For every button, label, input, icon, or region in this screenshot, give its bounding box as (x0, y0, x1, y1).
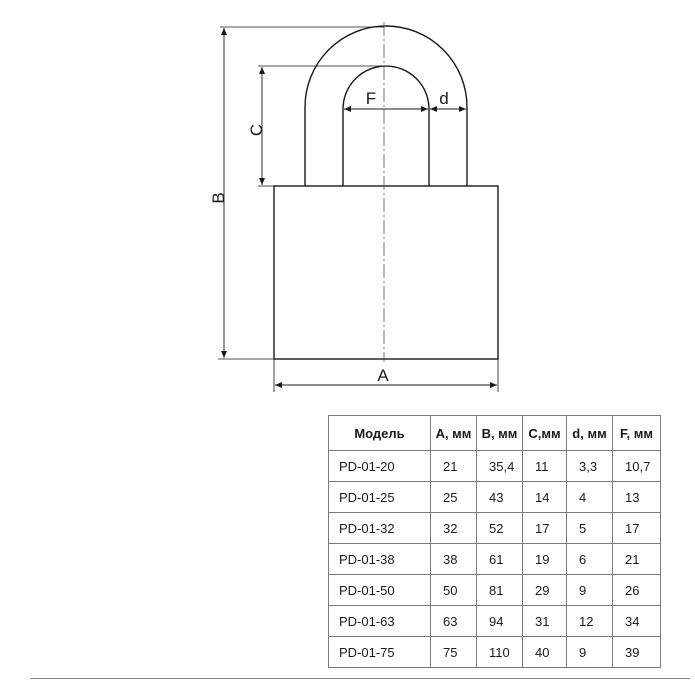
cell-b: 52 (477, 513, 523, 544)
cell-c: 14 (523, 482, 567, 513)
cell-d: 4 (567, 482, 613, 513)
cell-d: 12 (567, 606, 613, 637)
cell-a: 21 (431, 451, 477, 482)
padlock-body (274, 186, 498, 359)
cell-model: PD-01-25 (329, 482, 431, 513)
cell-f: 17 (613, 513, 661, 544)
cell-a: 38 (431, 544, 477, 575)
cell-b: 43 (477, 482, 523, 513)
header-c: C,мм (523, 416, 567, 451)
header-b: B, мм (477, 416, 523, 451)
cell-model: PD-01-32 (329, 513, 431, 544)
table-row (329, 575, 661, 606)
header-d: d, мм (567, 416, 613, 451)
header-f: F, мм (613, 416, 661, 451)
cell-f: 10,7 (613, 451, 661, 482)
cell-model: PD-01-50 (329, 575, 431, 606)
cell-model: PD-01-75 (329, 637, 431, 668)
cell-d: 6 (567, 544, 613, 575)
cell-a: 75 (431, 637, 477, 668)
dimension-label-f: F (365, 89, 377, 108)
cell-model: PD-01-63 (329, 606, 431, 637)
cell-c: 31 (523, 606, 567, 637)
cell-b: 110 (477, 637, 523, 668)
cell-f: 34 (613, 606, 661, 637)
header-model: Модель (329, 416, 431, 451)
cell-a: 32 (431, 513, 477, 544)
cell-c: 11 (523, 451, 567, 482)
cell-a: 63 (431, 606, 477, 637)
cell-a: 25 (431, 482, 477, 513)
cell-c: 29 (523, 575, 567, 606)
bottom-divider (30, 678, 690, 679)
header-a: A, мм (431, 416, 477, 451)
cell-f: 26 (613, 575, 661, 606)
table-row (329, 637, 661, 668)
cell-model: PD-01-38 (329, 544, 431, 575)
cell-c: 19 (523, 544, 567, 575)
cell-b: 35,4 (477, 451, 523, 482)
dimension-label-d: d (439, 89, 449, 108)
cell-d: 9 (567, 575, 613, 606)
cell-model: PD-01-20 (329, 451, 431, 482)
cell-f: 13 (613, 482, 661, 513)
cell-b: 81 (477, 575, 523, 606)
cell-b: 94 (477, 606, 523, 637)
table-row (329, 606, 661, 637)
cell-c: 17 (523, 513, 567, 544)
table-header-row (329, 416, 661, 451)
cell-f: 39 (613, 637, 661, 668)
dimension-label-a: A (377, 366, 389, 385)
table-row (329, 544, 661, 575)
specification-table (328, 415, 661, 668)
table-row (329, 513, 661, 544)
cell-c: 40 (523, 637, 567, 668)
cell-d: 9 (567, 637, 613, 668)
cell-a: 50 (431, 575, 477, 606)
cell-d: 5 (567, 513, 613, 544)
dimension-label-b: B (209, 192, 228, 204)
cell-b: 61 (477, 544, 523, 575)
cell-f: 21 (613, 544, 661, 575)
table-row (329, 482, 661, 513)
cell-d: 3,3 (567, 451, 613, 482)
dimension-label-c: C (247, 123, 266, 137)
table-row (329, 451, 661, 482)
shackle-inner (343, 66, 429, 186)
